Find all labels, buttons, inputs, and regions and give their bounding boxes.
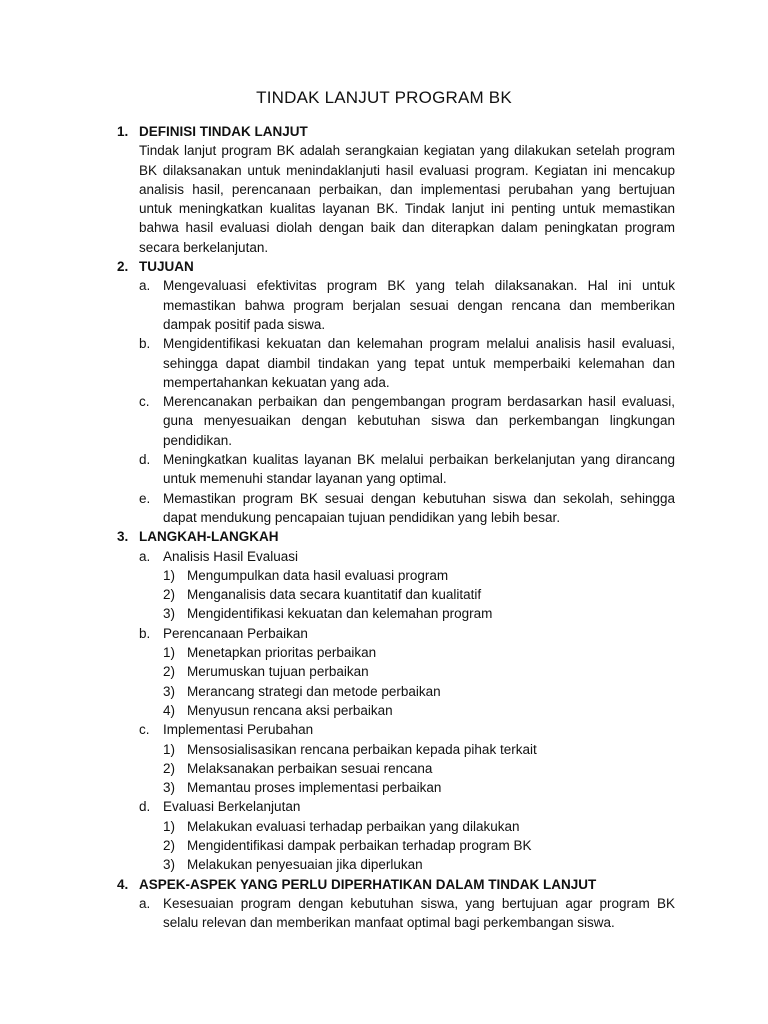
list-item-text: Merencanakan perbaikan dan pengembangan program berdasarkan hasil evaluasi, guna menyesuaikan dengan kebutuhan siswa dan perkembangan lingkungan pendidikan.: [163, 394, 675, 448]
document-title: TINDAK LANJUT PROGRAM BK: [256, 88, 512, 107]
sub-list-item: [163, 604, 675, 623]
sub-list-item-text: Merumuskan tujuan perbaikan: [187, 664, 369, 680]
list-item: [139, 720, 675, 797]
section-heading: TUJUAN: [139, 259, 194, 275]
sub-list-marker: 4): [163, 702, 176, 718]
section-aspek: [113, 875, 675, 933]
sub-list-item: [163, 759, 675, 778]
sub-list-marker: 2): [163, 760, 176, 776]
list-item-text: Analisis Hasil Evaluasi: [163, 548, 299, 564]
sub-list-item: [163, 643, 675, 662]
list-marker: a.: [139, 548, 151, 564]
sub-list-item-text: Melakukan evaluasi terhadap perbaikan yang dilakukan: [187, 818, 520, 834]
list-item: [139, 547, 675, 624]
document-body: [113, 122, 675, 932]
sub-list-marker: 1): [163, 818, 176, 834]
sub-list-item: [163, 855, 675, 874]
list-marker: c.: [139, 722, 150, 738]
section-number: 4.: [117, 876, 129, 892]
section-heading: DEFINISI TINDAK LANJUT: [139, 124, 308, 139]
sub-list-item-text: Mengidentifikasi kekuatan dan kelemahan program: [187, 606, 493, 622]
sub-list-item-text: Memantau proses implementasi perbaikan: [187, 780, 442, 796]
section-definisi: [113, 122, 675, 257]
list-item-text: Mengevaluasi efektivitas program BK yang telah dilaksanakan. Hal ini untuk memastikan bahwa program berjalan sesuai dengan rencana dan memberikan dampak positif pada siswa.: [163, 278, 675, 332]
list-item: [139, 624, 675, 720]
sub-list-item-text: Menyusun rencana aksi perbaikan: [187, 702, 393, 718]
list-marker: d.: [139, 452, 151, 468]
section-number: 1.: [117, 124, 129, 139]
sub-list-marker: 2): [163, 837, 176, 853]
sub-list-item-text: Melakukan penyesuaian jika diperlukan: [187, 857, 423, 873]
section-number: 2.: [117, 259, 129, 275]
list-marker: b.: [139, 625, 151, 641]
sub-list-marker: 2): [163, 587, 176, 603]
sub-list-item-text: Menganalisis data secara kuantitatif dan kualitatif: [187, 587, 482, 603]
section-langkah: [113, 527, 675, 874]
sub-list-item: [163, 817, 675, 836]
sub-list-item-text: Menetapkan prioritas perbaikan: [187, 645, 377, 661]
sub-list-item: [163, 836, 675, 855]
list-marker: c.: [139, 394, 150, 410]
list-item-text: Mengidentifikasi kekuatan dan kelemahan program melalui analisis hasil evaluasi, sehingga dapat diambil tindakan yang tepat untuk memperbaiki kelemahan dan mempertahankan kekuatan yang ada.: [163, 336, 675, 390]
list-item: [139, 392, 675, 450]
sub-list-marker: 3): [163, 780, 176, 796]
sub-list-item: [163, 585, 675, 604]
list-item: [139, 276, 675, 334]
sub-list-marker: 3): [163, 857, 176, 873]
list-item: [139, 450, 675, 489]
list-marker: e.: [139, 490, 151, 506]
list-item-text: Implementasi Perubahan: [163, 722, 314, 738]
list-item: [139, 489, 675, 528]
list-item: [139, 334, 675, 392]
sub-list-marker: 1): [163, 567, 176, 583]
sub-list-item-text: Mengumpulkan data hasil evaluasi program: [187, 567, 449, 583]
list-item-text: Meningkatkan kualitas layanan BK melalui perbaikan berkelanjutan yang dirancang untuk memenuhi standar layanan yang optimal.: [163, 452, 675, 487]
sub-list-item: [163, 778, 675, 797]
section-number: 3.: [117, 529, 129, 545]
sub-list-item: [163, 566, 675, 585]
list-marker: b.: [139, 336, 151, 352]
sub-list-item: [163, 662, 675, 681]
list-item-text: Perencanaan Perbaikan: [163, 625, 308, 641]
sub-list-marker: 2): [163, 664, 176, 680]
list-item: [139, 797, 675, 874]
sub-list-item: [163, 740, 675, 759]
list-marker: a.: [139, 278, 151, 294]
sub-list-item-text: Mengidentifikasi dampak perbaikan terhadap program BK: [187, 837, 532, 853]
sub-list-item: [163, 701, 675, 720]
list-item-text: Evaluasi Berkelanjutan: [163, 799, 301, 815]
list-marker: d.: [139, 799, 151, 815]
sub-list-item-text: Melaksanakan perbaikan sesuai rencana: [187, 760, 433, 776]
sub-list-marker: 3): [163, 606, 176, 622]
definition-paragraph: Tindak lanjut program BK adalah serangkaian kegiatan yang dilakukan setelah program BK dilaksanakan untuk menindaklanjuti hasil evaluasi program. Kegiatan ini mencakup analisis hasil, perencanaan perbaikan, dan implementasi perubahan yang bertujuan untuk meningkatkan kualitas layanan BK. Tindak lanjut ini penting untuk memastikan bahwa hasil evaluasi diolah dengan baik dan diterapkan dalam peningkatan program secara berkelanjutan.: [139, 143, 675, 255]
sub-list-marker: 1): [163, 741, 176, 757]
section-heading: ASPEK-ASPEK YANG PERLU DIPERHATIKAN DALAM TINDAK LANJUT: [139, 876, 597, 892]
sub-list-item-text: Merancang strategi dan metode perbaikan: [187, 683, 441, 699]
sub-list-marker: 1): [163, 645, 176, 661]
section-tujuan: [113, 257, 675, 527]
section-heading: LANGKAH-LANGKAH: [139, 529, 279, 545]
sub-list-item-text: Mensosialisasikan rencana perbaikan kepada pihak terkait: [187, 741, 537, 757]
list-item-text: Kesesuaian program dengan kebutuhan siswa, yang bertujuan agar program BK selalu relevan dan memberikan manfaat optimal bagi perkembangan siswa.: [163, 895, 675, 931]
sub-list-item: [163, 682, 675, 701]
list-item-text: Memastikan program BK sesuai dengan kebutuhan siswa dan sekolah, sehingga dapat mendukung pencapaian tujuan pendidikan yang lebih besar.: [163, 490, 675, 525]
list-item: [139, 894, 675, 933]
list-marker: a.: [139, 895, 151, 911]
sub-list-marker: 3): [163, 683, 176, 699]
